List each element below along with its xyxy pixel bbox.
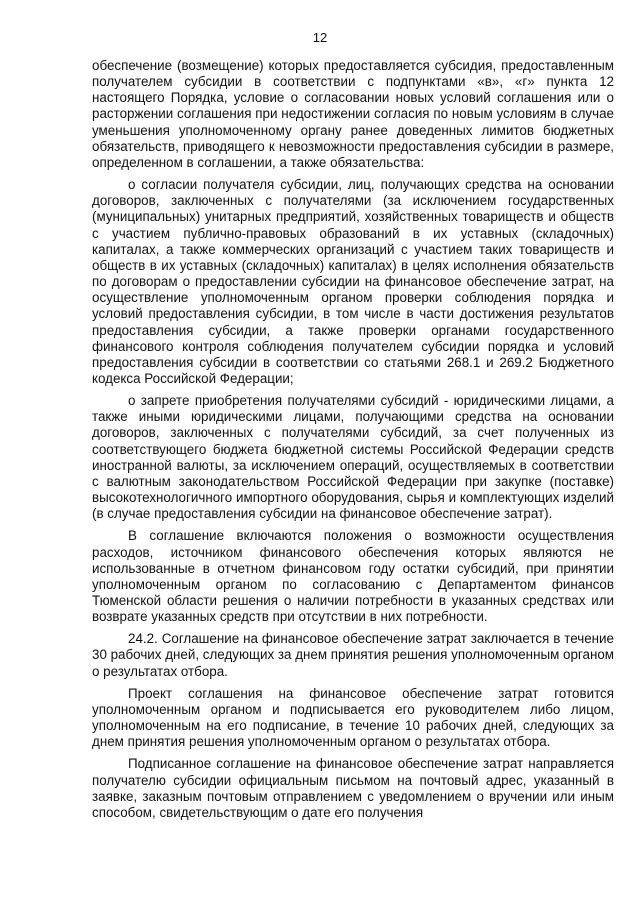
page-number: 12 <box>312 30 328 45</box>
paragraph-currency-prohibition: о запрете приобретения получателями субсидий - юридическими лицами, а также иными юридическими лицами, получающими средства на основании договоров, заключенных с получателями субсидий, за счет полученных из соответствующего бюджета бюджетной системы Российской Федерации средств иностранной валюты, за исключением операций, осуществляемых в соответствии с валютным законодательством Российской Федерации при закупке (поставке) высокотехнологичного импортного оборудования, сырья и комплектующих изделий (в случае предоставления субсидии на финансовое обеспечение затрат). <box>92 393 614 522</box>
paragraph-continuation: обеспечение (возмещение) которых предоставляется субсидия, предоставленным получателем субсидии в соответствии с подпунктами «в», «г» пункта 12 настоящего Порядка, условие о согласовании новых условий соглашения или о расторжении соглашения при недостижении согласия по новым условиям в случае уменьшения уполномоченному органу ранее доведенных лимитов бюджетных обязательств, приводящего к невозможности предоставления субсидии в размере, определенном в соглашении, а также обязательства: <box>92 58 614 170</box>
paragraph-consent-obligation: о согласии получателя субсидии, лиц, получающих средства на основании договоров, заключенных с получателями (за исключением государственных (муниципальных) унитарных предприятий, хозяйственных товариществ и обществ с участием публично-правовых образований в их уставных (складочных) капиталах, а также коммерческих организаций с участием таких товариществ и обществ в их уставных (складочных) капиталах) в целях исполнения обязательств по договорам о предоставлении субсидии на финансовое обеспечение затрат, на осуществление уполномоченным органом проверки соблюдения порядка и условий предоставления субсидии, в том числе в части достижения результатов предоставления субсидии, а также проверки органами государственного финансового контроля соблюдения получателем субсидии порядка и условий предоставления субсидии в соответствии со статьями 268.1 и 269.2 Бюджетного кодекса Российской Федерации; <box>92 177 614 386</box>
paragraph-24-2: 24.2. Соглашение на финансовое обеспечение затрат заключается в течение 30 рабочих дней, следующих за днем принятия решения уполномоченным органом о результатах отбора. <box>92 631 614 679</box>
document-body <box>92 58 614 827</box>
paragraph-unused-balances: В соглашение включаются положения о возможности осуществления расходов, источником финансового обеспечения которых являются не использованные в отчетном финансовом году остатки субсидий, при принятии уполномоченным органом по согласованию с Департаментом финансов Тюменской области решения о наличии потребности в указанных средствах или возврате указанных средств при отсутствии в них потребности. <box>92 528 614 625</box>
paragraph-signed-agreement: Подписанное соглашение на финансовое обеспечение затрат направляется получателю субсидии официальным письмом на почтовый адрес, указанный в заявке, заказным почтовым отправлением с уведомлением о вручении или иным способом, свидетельствующим о дате его получения <box>92 756 614 820</box>
paragraph-draft-agreement: Проект соглашения на финансовое обеспечение затрат готовится уполномоченным органом и подписывается его руководителем либо лицом, уполномоченным на его подписание, в течение 10 рабочих дней, следующих за днем принятия решения уполномоченным органом о результатах отбора. <box>92 685 614 750</box>
